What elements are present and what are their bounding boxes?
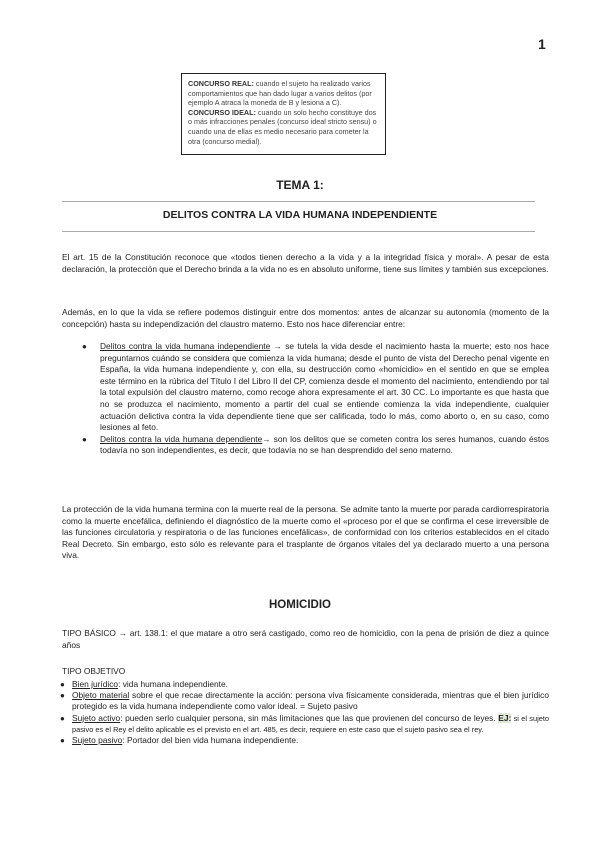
bullet-text: → son los delitos que se cometen contra los seres humanos, cuando éstos todavía no son independientes, es decir, que todavía no se han desprendido del seno materno.	[100, 433, 549, 456]
bullet-text: : pueden serlo cualquier persona, sin más limitaciones que las que provienen del concurso de leyes.	[120, 712, 499, 723]
concurso-ideal-text: cuando un solo hecho constituye dos o más infracciones penales (concurso ideal stricto sensu) o cuando una de ellas es medio necesario para cometer la otra (concurso medial).	[188, 107, 377, 146]
section-subtitle: DELITOS CONTRA LA VIDA HUMANA INDEPENDIENTE	[162, 209, 438, 221]
bullet-icon: ●	[60, 680, 65, 689]
homicidio-title: HOMICIDIO	[269, 599, 331, 611]
bullet-term: Sujeto pasivo	[72, 735, 123, 746]
bullet-term: Objeto material	[72, 690, 130, 701]
tema-title: TEMA 1:	[276, 178, 324, 192]
bullet-icon: ●	[60, 736, 65, 746]
list-item	[62, 679, 549, 690]
bullet-icon: ●	[60, 713, 65, 723]
paragraph-constitution: El art. 15 de la Constitución reconoce que «todos tienen derecho a la vida y a la integridad física y moral». A pesar de esta declaración, la protección que el Derecho brinda a la vida no es en absoluto uniforme, tiene sus límites y también sus excepciones.	[62, 252, 549, 274]
divider	[62, 201, 535, 202]
paragraph-moments: Además, en lo que la vida se refiere podemos distinguir entre dos momentos: antes de alcanzar su autonomía (momento de la concepción) hasta su independización del claustro materno. Esto nos hace diferenciar entre:	[62, 307, 549, 329]
bullet-term: Bien jurídico	[72, 679, 119, 689]
list-item	[62, 735, 549, 746]
concurso-real-term: CONCURSO REAL:	[188, 79, 254, 88]
list-item	[62, 434, 549, 457]
list-item	[62, 690, 549, 712]
list-item	[62, 341, 549, 434]
bullet-text: : vida humana independiente.	[118, 679, 228, 689]
divider	[62, 231, 535, 232]
delitos-list	[62, 341, 549, 457]
bullet-term: Delitos contra la vida humana dependiente	[100, 433, 263, 444]
bullet-text: → se tutela la vida desde el nacimiento hasta la muerte; esto nos hace preguntarnos cuándo se considera que comienza la vida humana; desde el punto de vista del Derecho penal vigente en España, la vida humana independiente y, con ella, su destrucción como «homicidio» en el sentido en que se emplea este término en la rúbrica del Título I del Libro II del CP, comienza desde el momento del nacimiento, entendiendo por tal la total expulsión del claustro materno, como recoge ahora expresamente el art. 30 CC. Lo importante es que hasta que no se produzca el nacimiento, momento a partir del cual se entiende comienza la vida independiente, cualquier actuación delictiva contra la vida dependiente tiene que ser calificada, todo lo más, como aborto o, en su caso, como lesiones al feto.	[100, 341, 549, 433]
bullet-text: sobre el que recae directamente la acción: persona viva físicamente considerada, mientras que el bien jurídico protegido es la vida humana independiente como valor ideal. = Sujeto pasivo	[72, 690, 549, 712]
tipo-objetivo-list	[62, 679, 549, 746]
tipo-objetivo-heading: TIPO OBJETIVO	[62, 666, 126, 676]
page-number: 1	[538, 36, 546, 52]
ej-highlight: EJ:	[498, 712, 512, 723]
ej-text: si el sujeto pasivo es el Rey el delito aplicable es el previsto en el art. 485, es decir, requiere en este caso que el sujeto pasivo sea el rey.	[72, 713, 549, 734]
concurso-real-text: cuando el sujeto ha realizado varios comportamientos que han dado lugar a varios delitos (por ejemplo A atraca la moneda de B y lesiona a C).	[188, 79, 372, 108]
concept-box	[181, 73, 386, 155]
bullet-term: Delitos contra la vida humana independiente	[100, 341, 271, 351]
list-item	[62, 713, 549, 735]
bullet-term: Sujeto activo	[72, 712, 121, 723]
bullet-icon: ●	[60, 691, 65, 701]
paragraph-death: La protección de la vida humana termina con la muerte real de la persona. Se admite tanto la muerte por parada cardiorrespiratoria como la muerte encefálica, definiendo el diagnóstico de la muerte como el «proceso por el que se confirma el cese irreversible de las funciones circulatoria y respiratoria o de las funciones encefálicas», de conformidad con los criterios establecidos en el citado Real Decreto. Sin embargo, esto sólo es relevante para el trasplante de órganos vitales del ya declarado muerto a una persona viva.	[62, 504, 549, 561]
concurso-ideal-term: CONCURSO IDEAL:	[188, 107, 256, 117]
bullet-icon: ●	[82, 342, 87, 351]
bullet-icon: ●	[82, 434, 87, 444]
bullet-text: : Portador del bien vida humana independiente.	[122, 735, 299, 746]
tipo-basico: TIPO BÁSICO → art. 138.1: el que matare a otro será castigado, como reo de homicidio, con la pena de prisión de diez a quince años	[62, 628, 549, 650]
